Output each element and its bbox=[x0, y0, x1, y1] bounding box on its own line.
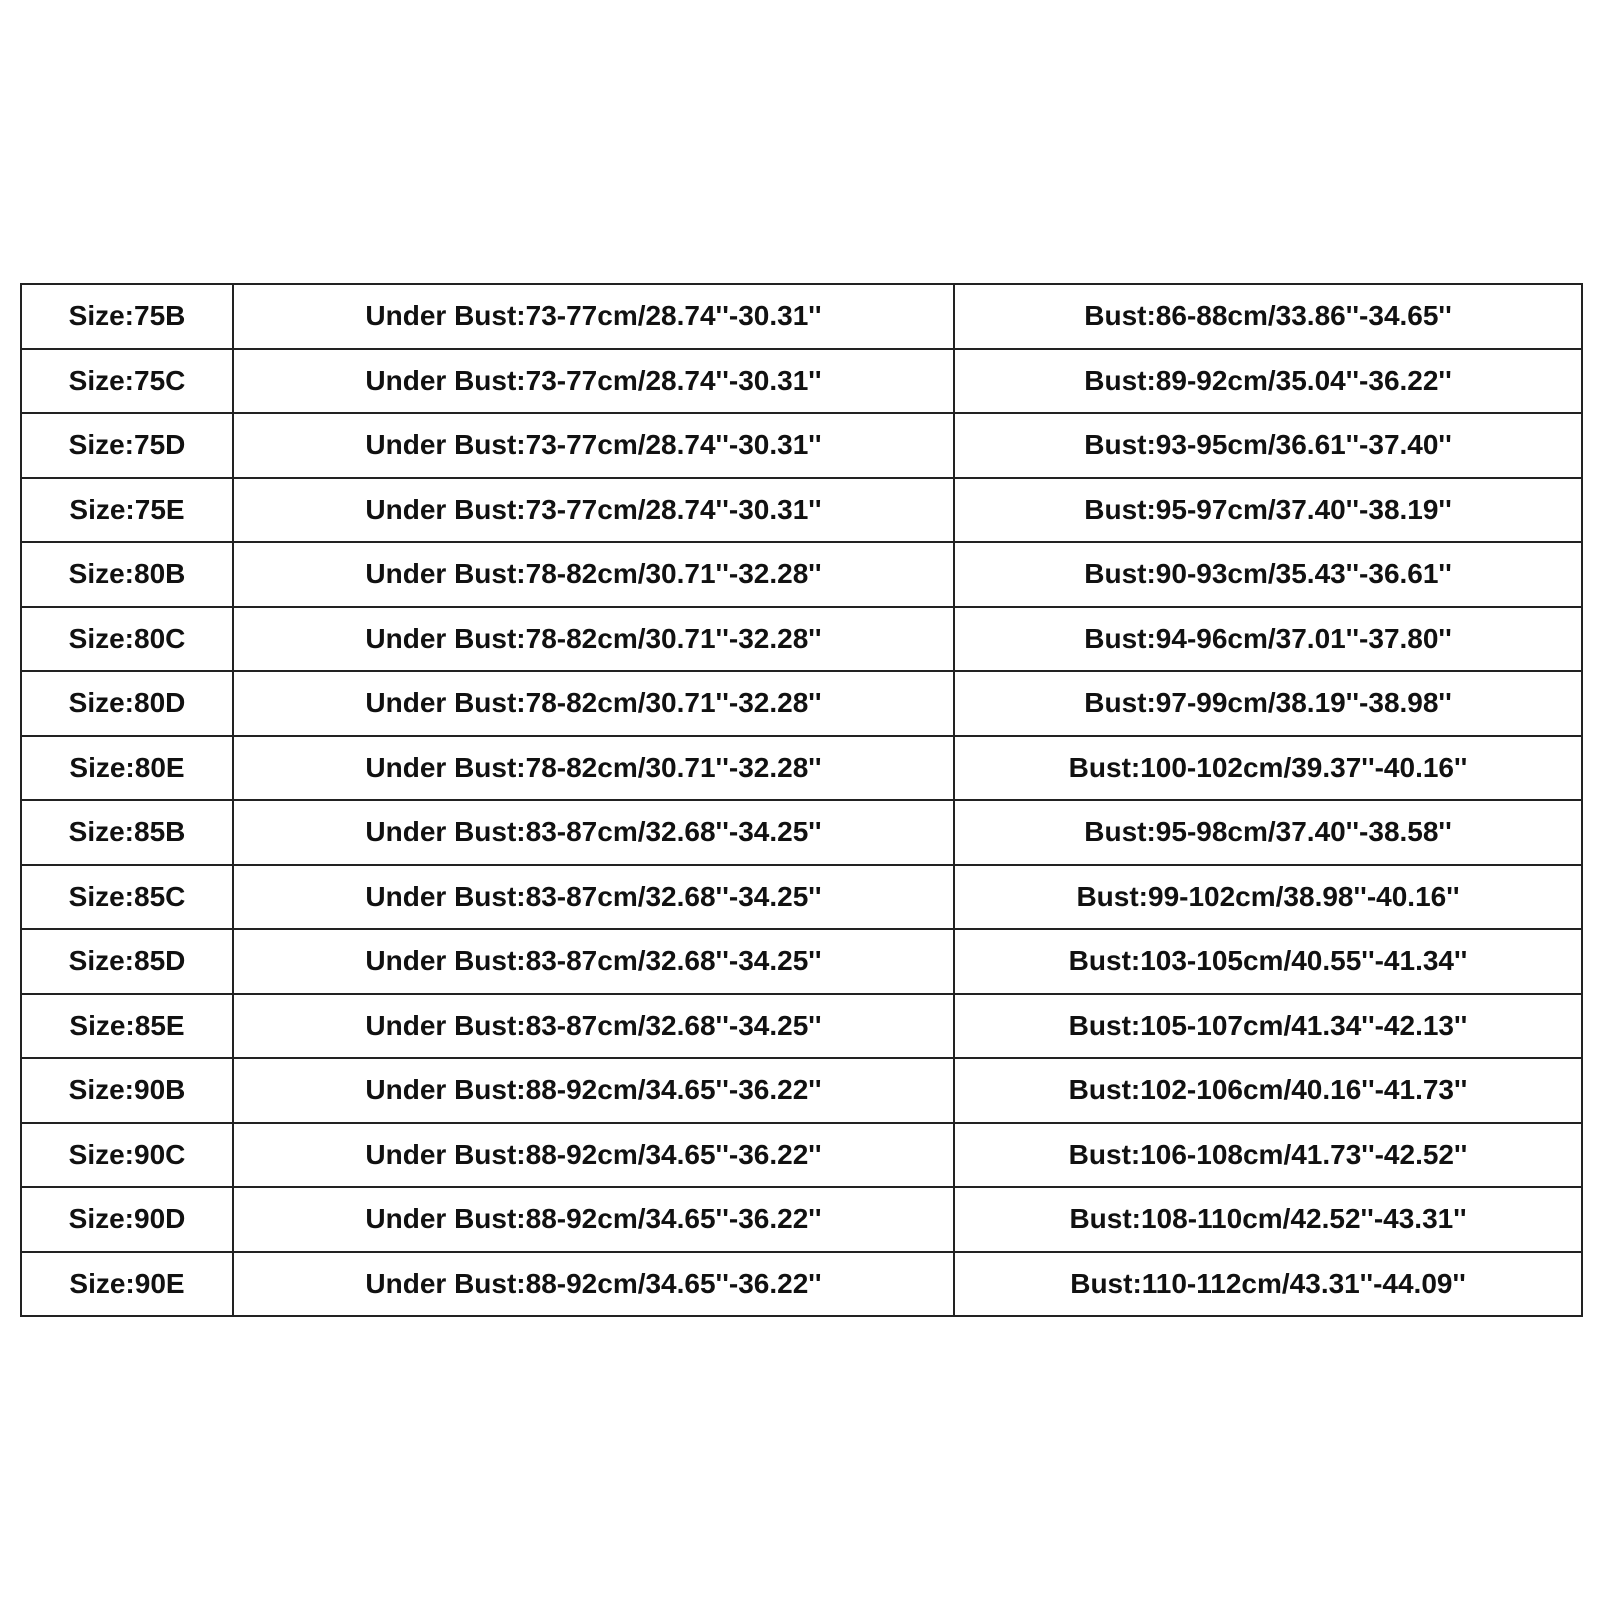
size-cell: Size:80C bbox=[21, 607, 233, 672]
under-bust-cell: Under Bust:73-77cm/28.74''-30.31'' bbox=[233, 413, 954, 478]
bust-cell: Bust:97-99cm/38.19''-38.98'' bbox=[954, 671, 1582, 736]
under-bust-cell: Under Bust:73-77cm/28.74''-30.31'' bbox=[233, 478, 954, 543]
size-cell: Size:75B bbox=[21, 284, 233, 349]
under-bust-cell: Under Bust:83-87cm/32.68''-34.25'' bbox=[233, 800, 954, 865]
under-bust-cell: Under Bust:88-92cm/34.65''-36.22'' bbox=[233, 1187, 954, 1252]
size-cell: Size:90E bbox=[21, 1252, 233, 1317]
bust-cell: Bust:86-88cm/33.86''-34.65'' bbox=[954, 284, 1582, 349]
size-cell: Size:85B bbox=[21, 800, 233, 865]
table-row bbox=[21, 736, 1582, 801]
table-row bbox=[21, 929, 1582, 994]
table-row bbox=[21, 865, 1582, 930]
bust-cell: Bust:108-110cm/42.52''-43.31'' bbox=[954, 1187, 1582, 1252]
size-cell: Size:85E bbox=[21, 994, 233, 1059]
bust-cell: Bust:100-102cm/39.37''-40.16'' bbox=[954, 736, 1582, 801]
size-cell: Size:90C bbox=[21, 1123, 233, 1188]
size-cell: Size:90D bbox=[21, 1187, 233, 1252]
under-bust-cell: Under Bust:88-92cm/34.65''-36.22'' bbox=[233, 1252, 954, 1317]
table-row bbox=[21, 671, 1582, 736]
size-cell: Size:75D bbox=[21, 413, 233, 478]
bust-cell: Bust:102-106cm/40.16''-41.73'' bbox=[954, 1058, 1582, 1123]
bust-cell: Bust:106-108cm/41.73''-42.52'' bbox=[954, 1123, 1582, 1188]
bust-cell: Bust:99-102cm/38.98''-40.16'' bbox=[954, 865, 1582, 930]
under-bust-cell: Under Bust:78-82cm/30.71''-32.28'' bbox=[233, 671, 954, 736]
size-cell: Size:85D bbox=[21, 929, 233, 994]
table-row bbox=[21, 1058, 1582, 1123]
table-row bbox=[21, 413, 1582, 478]
table-row bbox=[21, 1123, 1582, 1188]
size-chart-table bbox=[20, 283, 1583, 1317]
bust-cell: Bust:95-97cm/37.40''-38.19'' bbox=[954, 478, 1582, 543]
under-bust-cell: Under Bust:78-82cm/30.71''-32.28'' bbox=[233, 607, 954, 672]
table-row bbox=[21, 994, 1582, 1059]
size-cell: Size:80D bbox=[21, 671, 233, 736]
under-bust-cell: Under Bust:73-77cm/28.74''-30.31'' bbox=[233, 349, 954, 414]
table-row bbox=[21, 349, 1582, 414]
size-cell: Size:75C bbox=[21, 349, 233, 414]
under-bust-cell: Under Bust:73-77cm/28.74''-30.31'' bbox=[233, 284, 954, 349]
size-cell: Size:75E bbox=[21, 478, 233, 543]
size-cell: Size:80E bbox=[21, 736, 233, 801]
bust-cell: Bust:110-112cm/43.31''-44.09'' bbox=[954, 1252, 1582, 1317]
size-cell: Size:80B bbox=[21, 542, 233, 607]
table-row bbox=[21, 607, 1582, 672]
under-bust-cell: Under Bust:83-87cm/32.68''-34.25'' bbox=[233, 865, 954, 930]
under-bust-cell: Under Bust:88-92cm/34.65''-36.22'' bbox=[233, 1123, 954, 1188]
size-cell: Size:85C bbox=[21, 865, 233, 930]
table-row bbox=[21, 800, 1582, 865]
under-bust-cell: Under Bust:78-82cm/30.71''-32.28'' bbox=[233, 542, 954, 607]
table-row bbox=[21, 284, 1582, 349]
table-row bbox=[21, 478, 1582, 543]
bust-cell: Bust:89-92cm/35.04''-36.22'' bbox=[954, 349, 1582, 414]
under-bust-cell: Under Bust:78-82cm/30.71''-32.28'' bbox=[233, 736, 954, 801]
bust-cell: Bust:94-96cm/37.01''-37.80'' bbox=[954, 607, 1582, 672]
bust-cell: Bust:90-93cm/35.43''-36.61'' bbox=[954, 542, 1582, 607]
bust-cell: Bust:103-105cm/40.55''-41.34'' bbox=[954, 929, 1582, 994]
bust-cell: Bust:105-107cm/41.34''-42.13'' bbox=[954, 994, 1582, 1059]
under-bust-cell: Under Bust:88-92cm/34.65''-36.22'' bbox=[233, 1058, 954, 1123]
bust-cell: Bust:95-98cm/37.40''-38.58'' bbox=[954, 800, 1582, 865]
under-bust-cell: Under Bust:83-87cm/32.68''-34.25'' bbox=[233, 994, 954, 1059]
table-row bbox=[21, 1252, 1582, 1317]
bust-cell: Bust:93-95cm/36.61''-37.40'' bbox=[954, 413, 1582, 478]
under-bust-cell: Under Bust:83-87cm/32.68''-34.25'' bbox=[233, 929, 954, 994]
table-row bbox=[21, 542, 1582, 607]
table-row bbox=[21, 1187, 1582, 1252]
size-cell: Size:90B bbox=[21, 1058, 233, 1123]
